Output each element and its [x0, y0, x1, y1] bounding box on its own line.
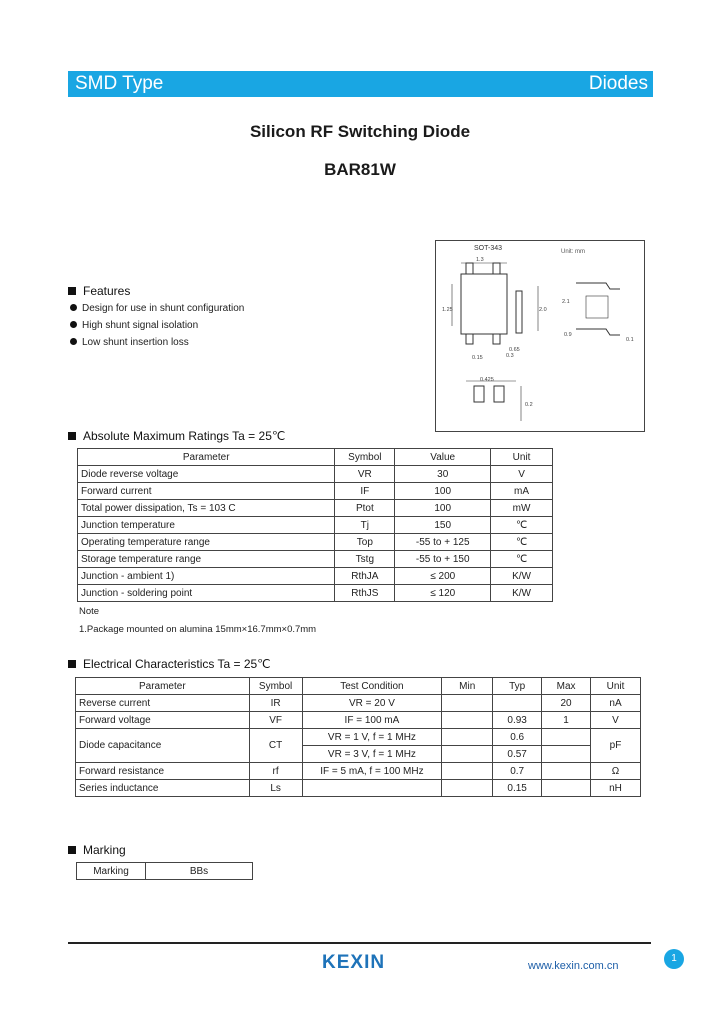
cell-condition: VR = 20 V — [302, 695, 442, 712]
column-header: Symbol — [249, 678, 302, 695]
dim-label: 2.1 — [562, 299, 570, 305]
cell-symbol: RthJS — [335, 585, 395, 602]
cell-parameter: Forward voltage — [76, 712, 250, 729]
dim-label: 0.15 — [472, 355, 483, 361]
cell-unit: mW — [491, 500, 553, 517]
abs-max-heading: Absolute Maximum Ratings Ta = 25℃ — [68, 429, 285, 443]
cell-condition: IF = 5 mA, f = 100 MHz — [302, 763, 442, 780]
cell-min — [442, 695, 493, 712]
column-header: Typ — [493, 678, 542, 695]
lead-profile-top — [576, 283, 620, 289]
cell-unit: ℃ — [491, 517, 553, 534]
package-drawing — [435, 240, 645, 432]
cell-value: ≤ 120 — [395, 585, 491, 602]
cell-value: 100 — [395, 483, 491, 500]
table-row — [78, 483, 553, 500]
package-unit: Unit: mm — [561, 249, 585, 255]
cell-parameter: Junction - soldering point — [78, 585, 335, 602]
cell-typ: 0.15 — [493, 780, 542, 797]
table-row — [78, 534, 553, 551]
cell-min — [442, 712, 493, 729]
dim-label: 2.0 — [539, 307, 547, 313]
cell-parameter: Storage temperature range — [78, 551, 335, 568]
cell-parameter: Diode reverse voltage — [78, 466, 335, 483]
cell-symbol: rf — [249, 763, 302, 780]
table-row — [78, 500, 553, 517]
column-header: Parameter — [76, 678, 250, 695]
feature-item: High shunt signal isolation — [70, 320, 198, 331]
body-top-view — [461, 274, 507, 334]
cell-unit: mA — [491, 483, 553, 500]
table-row — [78, 568, 553, 585]
cell-parameter: Diode capacitance — [76, 729, 250, 763]
square-bullet-icon — [68, 287, 76, 295]
header-left: SMD Type — [75, 73, 164, 94]
part-number: BAR81W — [324, 160, 396, 179]
cell-symbol: VR — [335, 466, 395, 483]
header-bar — [68, 71, 653, 97]
cell-parameter: Junction temperature — [78, 517, 335, 534]
cell-max — [542, 729, 591, 746]
cell-symbol: Tstg — [335, 551, 395, 568]
column-header: Value — [395, 449, 491, 466]
features-heading: Features — [68, 284, 130, 298]
body-side-view — [516, 291, 522, 333]
table-row — [76, 712, 641, 729]
marking-heading: Marking — [68, 843, 126, 857]
footprint-pad-2 — [494, 386, 504, 402]
elec-char-table — [75, 677, 641, 797]
table-row — [78, 466, 553, 483]
note-text: 1.Package mounted on alumina 15mm×16.7mm×0.7mm — [79, 624, 317, 635]
dim-label: 0.9 — [564, 332, 572, 338]
cell-typ: 0.57 — [493, 746, 542, 763]
marking-table — [76, 862, 253, 880]
cell-unit: nH — [591, 780, 641, 797]
lead-1 — [466, 263, 473, 274]
dim-label: 0.3 — [506, 353, 514, 359]
kexin-logo: KEXIN — [322, 952, 386, 973]
bullet-icon — [70, 338, 77, 345]
cell-typ: 0.7 — [493, 763, 542, 780]
cell-typ: 0.6 — [493, 729, 542, 746]
cell-parameter: Forward current — [78, 483, 335, 500]
cell-typ: 0.93 — [493, 712, 542, 729]
cell-unit: K/W — [491, 585, 553, 602]
cell-value: 100 — [395, 500, 491, 517]
marking-value: BBs — [146, 863, 253, 880]
feature-item: Design for use in shunt configuration — [70, 303, 244, 314]
lead-4 — [493, 334, 500, 344]
cell-unit: K/W — [491, 568, 553, 585]
table-row — [78, 585, 553, 602]
website-url[interactable]: www.kexin.com.cn — [528, 960, 619, 972]
cell-value: ≤ 200 — [395, 568, 491, 585]
abs-max-table — [77, 448, 553, 602]
table-row — [76, 729, 641, 746]
cell-min — [442, 746, 493, 763]
cell-value: 150 — [395, 517, 491, 534]
header-right: Diodes — [588, 73, 648, 94]
cell-max: 20 — [542, 695, 591, 712]
table-row — [76, 780, 641, 797]
note-label: Note — [79, 606, 100, 617]
cell-symbol: RthJA — [335, 568, 395, 585]
dim-label: 0.1 — [626, 337, 634, 343]
table-row — [78, 517, 553, 534]
cell-value: -55 to + 150 — [395, 551, 491, 568]
table-header-row — [76, 678, 641, 695]
square-bullet-icon — [68, 846, 76, 854]
cell-parameter: Total power dissipation, Ts = 103 C — [78, 500, 335, 517]
footer-divider — [68, 942, 651, 944]
cell-max — [542, 746, 591, 763]
dim-label: 0.425 — [480, 377, 494, 383]
cell-condition — [302, 780, 442, 797]
elec-heading: Electrical Characteristics Ta = 25℃ — [68, 657, 271, 671]
cell-condition: IF = 100 mA — [302, 712, 442, 729]
dim-label: 1.25 — [442, 307, 453, 313]
column-header: Min — [442, 678, 493, 695]
cell-max — [542, 780, 591, 797]
marking-label: Marking — [77, 863, 146, 880]
page-title: Silicon RF Switching Diode — [249, 122, 471, 141]
cell-min — [442, 729, 493, 746]
cell-symbol: IF — [335, 483, 395, 500]
column-header: Max — [542, 678, 591, 695]
column-header: Unit — [591, 678, 641, 695]
cell-symbol: Top — [335, 534, 395, 551]
square-bullet-icon — [68, 660, 76, 668]
table-row — [77, 863, 253, 880]
cell-unit: ℃ — [491, 551, 553, 568]
table-row — [76, 695, 641, 712]
cell-parameter: Junction - ambient 1) — [78, 568, 335, 585]
column-header: Parameter — [78, 449, 335, 466]
cell-unit: ℃ — [491, 534, 553, 551]
table-row — [78, 551, 553, 568]
page-number: 1 — [664, 949, 684, 969]
cell-typ — [493, 695, 542, 712]
cell-symbol: Ls — [249, 780, 302, 797]
bullet-icon — [70, 304, 77, 311]
cell-unit: V — [591, 712, 641, 729]
cell-parameter: Forward resistance — [76, 763, 250, 780]
cell-unit: nA — [591, 695, 641, 712]
cell-symbol: VF — [249, 712, 302, 729]
dim-label: 0.2 — [525, 402, 533, 408]
cell-min — [442, 763, 493, 780]
feature-item: Low shunt insertion loss — [70, 337, 189, 348]
cell-max — [542, 763, 591, 780]
table-header-row — [78, 449, 553, 466]
cell-symbol: Ptot — [335, 500, 395, 517]
cell-symbol: CT — [249, 729, 302, 763]
column-header: Unit — [491, 449, 553, 466]
cell-unit: Ω — [591, 763, 641, 780]
cell-symbol: IR — [249, 695, 302, 712]
lead-3 — [466, 334, 473, 344]
table-row — [76, 763, 641, 780]
cell-symbol: Tj — [335, 517, 395, 534]
cell-unit: pF — [591, 729, 641, 763]
dim-label: 1.3 — [476, 257, 484, 263]
bullet-icon — [70, 321, 77, 328]
square-bullet-icon — [68, 432, 76, 440]
cell-min — [442, 780, 493, 797]
cell-value: -55 to + 125 — [395, 534, 491, 551]
lead-2 — [493, 263, 500, 274]
package-outline-svg — [436, 241, 644, 431]
lead-profile-bottom — [576, 329, 620, 335]
dim-label: 0.65 — [509, 347, 520, 353]
column-header: Symbol — [335, 449, 395, 466]
column-header: Test Condition — [302, 678, 442, 695]
cell-parameter: Series inductance — [76, 780, 250, 797]
cell-condition: VR = 1 V, f = 1 MHz — [302, 729, 442, 746]
cell-condition: VR = 3 V, f = 1 MHz — [302, 746, 442, 763]
cell-unit: V — [491, 466, 553, 483]
cell-value: 30 — [395, 466, 491, 483]
package-name: SOT-343 — [474, 245, 503, 252]
cell-parameter: Operating temperature range — [78, 534, 335, 551]
footprint-pad-1 — [474, 386, 484, 402]
cell-parameter: Reverse current — [76, 695, 250, 712]
cell-max: 1 — [542, 712, 591, 729]
